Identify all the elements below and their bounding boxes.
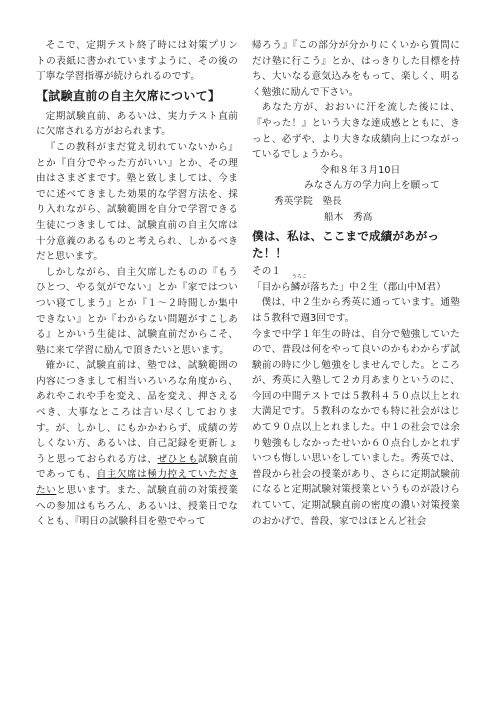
right-column xyxy=(252,38,460,529)
left-paragraph-3: 『この教科がまだ覚え切れていないから』とか『自分でやった方がいい』とか、その理由はさまざまです。塾と致しましては、今までに述べてきました効果的な学習方法を、採り入れながら、試験範囲を自分で学習できる生徒につきましては、試験直前の自主欠席は十分意義のあるものと考えられ、しかるべきだと思います。 xyxy=(36,141,238,263)
left-p5-text-a: 確かに、試験直前は、塾では、試験範囲の内容につきまして相当いろいろな角度から、あれやこれや手を変え、品を変え、押さえるべき、大事なところは言い尽くしております。が、しかし、にもかかわらず、成績の芳しくない方、あるいは、自己記録を更新しょうと思っておられる方は、 xyxy=(36,360,238,465)
ruby-base: 鱗 xyxy=(290,281,301,293)
date-line: 令和８年３月10日 xyxy=(320,164,401,176)
ruby-word xyxy=(290,273,308,296)
right-paragraph-3: 僕は、中２生から秀英に通っています。通塾は５教科で週3回です。 xyxy=(252,297,460,324)
item-number: その１ xyxy=(252,266,282,278)
right-paragraph-1: 帰ろう』『この部分が分かりにくいから質問にだけ塾に行こう』とか、はっきりした目標を持ち、大いなる意気込みをもって、楽しく、明るく勉強に励んで下さい。 xyxy=(252,40,460,98)
signature-school: 秀英学院 塾長 xyxy=(274,195,342,207)
right-paragraph-2: あなた方が、おおいに汗を流した後には、『やった！』という大きな達成感とともに、きっと、必ずや、より大きな成績向上につながっているでしょうから。 xyxy=(252,102,460,161)
story-title xyxy=(252,273,460,296)
story-title-a: 「目から xyxy=(252,281,291,293)
right-paragraph-4: 今まで中学１年生の時は、自分で勉強していたので、普段は何をやって良いのかもわからず試験前の時に少し勉強をしませんでした。ところが、秀英に入塾して２カ月あまりというのに、今回の中間テストでは５教科４５０点以上とれ大満足です。５教科のなかでも特に社会がはじめて９０点以上とれました。中１の社会では余り勉強もしなかったせいか６０点台しかとれずいつも悔しい思いをしていました。秀英では、普段から社会の授業があり、さらに定期試験前になると定期試験対策授業というものが設けられていて、定期試験直前の密度の濃い対策授業のおかげで、普段、家ではほとんど社会 xyxy=(252,328,460,527)
left-paragraph-1: そこで、定期テスト終了時には対策プリントの表紙に書かれていますように、その後の丁寧な学習指導が続けられるのです。 xyxy=(36,40,238,83)
left-paragraph-2: 定期試験直前、あるいは、実力テスト直前に欠席される方がおられます。 xyxy=(36,110,238,138)
story-title-b: が落ちた」中２生（郡山中Ｍ君） xyxy=(300,281,446,293)
section-title: 【試験直前の自主欠席について】 xyxy=(36,88,221,103)
underlined-text-2: 自主欠席は極力控えていただきたい xyxy=(36,469,238,497)
testimonial-headline: 僕は、私は、ここまで成績があがった！！ xyxy=(252,229,440,261)
left-paragraph-4: しかしながら、自主欠席したものの『もうひとつ、やる気がでない』とか『家ではついつい寝てしまう』とか『１～２時間しか集中できない』とか『わからない問題がすこしある』とかいう生徒は、試験直前だからこそ、塾に来て学習に励んで頂きたいと思います。 xyxy=(36,266,238,356)
left-column xyxy=(36,38,238,530)
ruby-reading: うろこ xyxy=(291,273,308,280)
signature-name: 船木 秀高 xyxy=(324,211,373,223)
left-p5-text-c: と思います。また、試験直前の対策授業への参加はもちろん、あるいは、授業日でなくとも、『明日の試験科目を塾でやって xyxy=(36,485,238,528)
underlined-text-1: ぜひとも xyxy=(157,453,198,465)
left-p5-text-b: 試験直前であっても、 xyxy=(36,453,238,481)
left-paragraph-5 xyxy=(36,358,238,530)
signature-subtitle: みなさん方の学力向上を願って xyxy=(304,180,440,192)
